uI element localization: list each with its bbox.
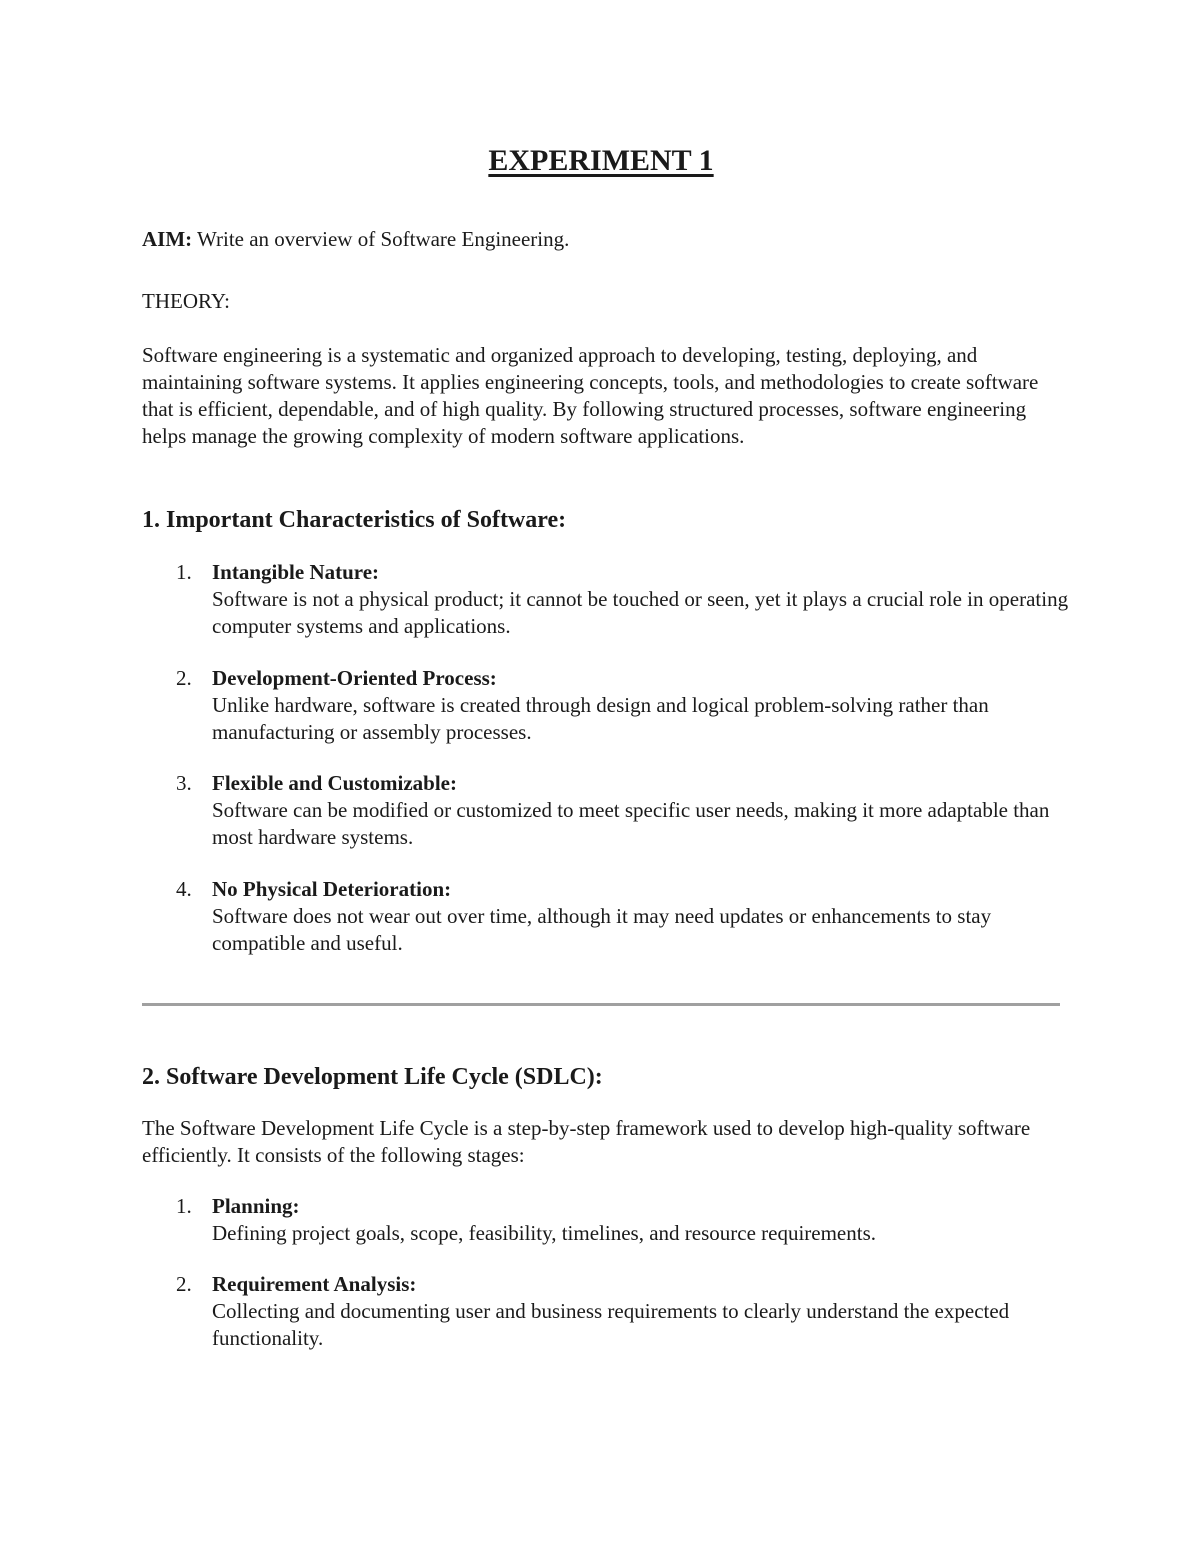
list-item-description: Collecting and documenting user and business requirements to clearly understand the expected functionality.	[212, 1299, 1010, 1350]
section2-intro: The Software Development Life Cycle is a step-by-step framework used to develop high-quality software efficiently. It consists of the following stages:	[142, 1116, 1031, 1167]
list-item-description: Software can be modified or customized to meet specific user needs, making it more adaptable than most hardware systems.	[212, 798, 1050, 849]
list-item-number: 4.	[176, 877, 192, 901]
list-item-number: 1.	[176, 560, 192, 584]
horizontal-divider	[142, 1003, 1060, 1006]
list-item-number: 2.	[176, 666, 192, 690]
list-item-heading: Flexible and Customizable:	[212, 771, 457, 795]
section2-heading: 2. Software Development Life Cycle (SDLC):	[142, 1064, 603, 1090]
list-item-number: 2.	[176, 1272, 192, 1296]
document-title: EXPERIMENT 1	[488, 144, 714, 177]
aim-line	[142, 226, 1060, 253]
list-item-heading: Requirement Analysis:	[212, 1272, 417, 1296]
list-item-heading: Development-Oriented Process:	[212, 666, 497, 690]
theory-label: THEORY:	[142, 289, 230, 313]
list-item-description: Unlike hardware, software is created through design and logical problem-solving rather than manufacturing or assembly processes.	[212, 693, 989, 744]
theory-paragraph: Software engineering is a systematic and organized approach to developing, testing, deploying, and maintaining software systems. It applies engineering concepts, tools, and methodologies to create software that is efficient, dependable, and of high quality. By following structured processes, software engineering helps manage the growing complexity of modern software applications.	[142, 343, 1039, 448]
list-item-description: Software does not wear out over time, although it may need updates or enhancements to stay compatible and useful.	[212, 904, 992, 955]
list-item-heading: Planning:	[212, 1194, 300, 1218]
list-item-heading: Intangible Nature:	[212, 560, 380, 584]
list-item-number: 3.	[176, 771, 192, 795]
aim-text: Write an overview of Software Engineering.	[192, 227, 570, 251]
section1-heading: 1. Important Characteristics of Software:	[142, 507, 567, 533]
list-item-number: 1.	[176, 1194, 192, 1218]
aim-label: AIM:	[142, 227, 193, 251]
list-item-description: Defining project goals, scope, feasibility, timelines, and resource requirements.	[212, 1221, 877, 1245]
list-item-description: Software is not a physical product; it cannot be touched or seen, yet it plays a crucial role in operating computer systems and applications.	[212, 587, 1069, 638]
list-item-heading: No Physical Deterioration:	[212, 877, 452, 901]
